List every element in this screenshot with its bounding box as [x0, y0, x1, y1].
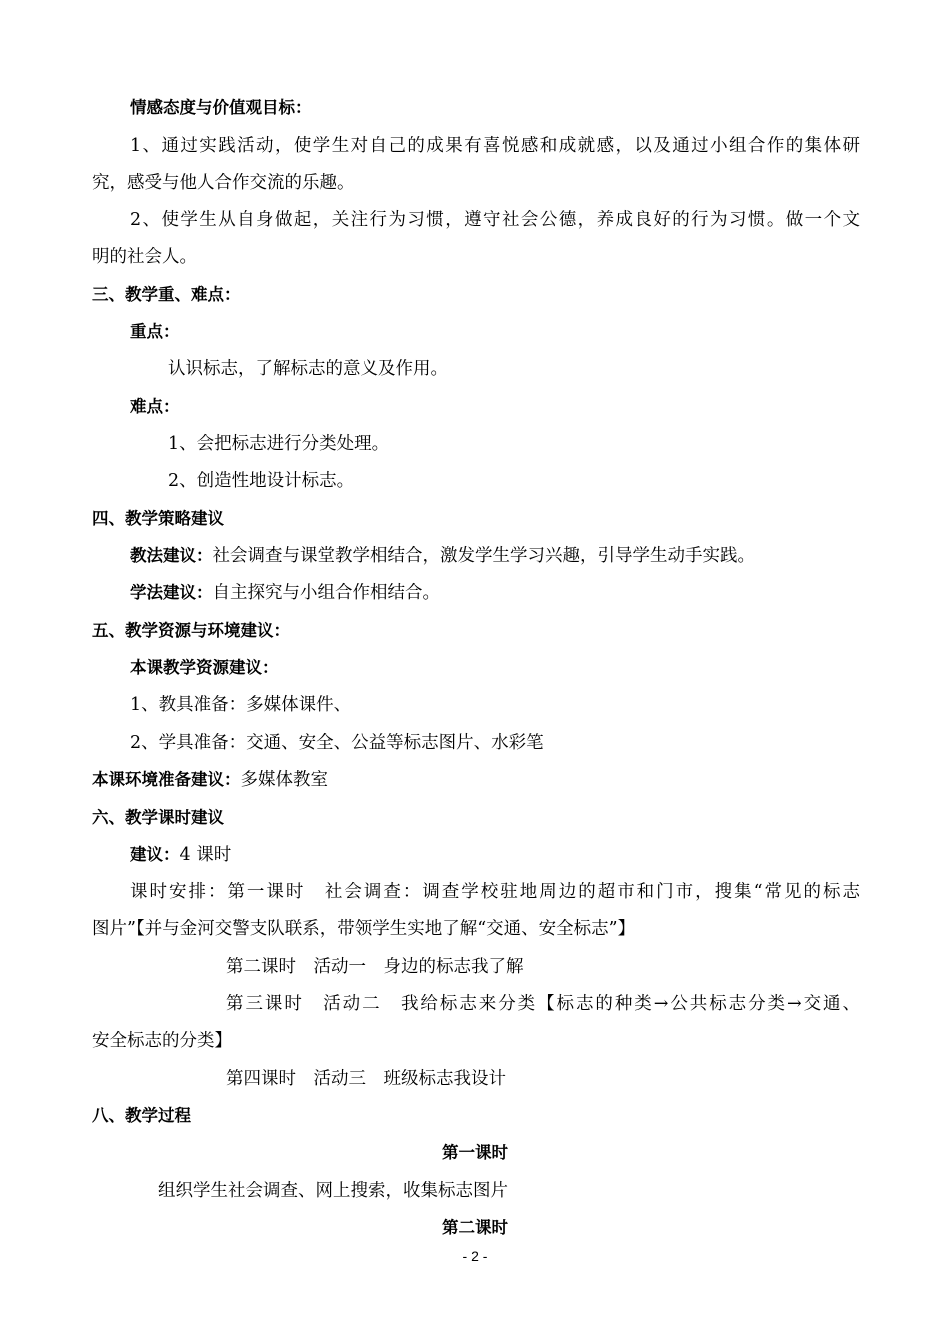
lesson2-title: 第二课时: [442, 1218, 508, 1237]
page-number: - 2 -: [462, 1248, 488, 1264]
section5-heading: 五、教学资源与环境建议：: [92, 621, 290, 640]
difficulty-item-2: 2、创造性地设计标志。: [168, 471, 355, 491]
lesson1-title: 第一课时: [442, 1143, 508, 1162]
learning-method-text: 自主探究与小组合作相结合。: [212, 583, 440, 603]
difficulty-item-1: 1、会把标志进行分类处理。: [168, 434, 390, 454]
lesson3-schedule-rest: 安全标志的分类】: [92, 1031, 232, 1051]
suggest-text: 4 课时: [179, 845, 232, 865]
learning-method-label: 学法建议：: [130, 583, 213, 602]
emotion-item-2-line2: 明的社会人。: [92, 247, 197, 267]
key-point-label: 重点：: [130, 322, 180, 341]
lesson3-schedule: 第三课时 活动二 我给标志来分类【标志的种类→公共标志分类→交通、: [226, 994, 860, 1014]
suggest-line: [130, 843, 231, 867]
environment-label: 本课环境准备建议：: [92, 770, 241, 789]
resource-item-1: 1、教具准备：多媒体课件、: [130, 695, 352, 715]
schedule-line1: 课时安排：第一课时 社会调查：调查学校驻地周边的超市和门市，搜集“常见的标志: [130, 882, 860, 902]
teaching-method-text: 社会调查与课堂教学相结合，激发学生学习兴趣，引导学生动手实践。: [212, 546, 755, 566]
emotion-item-1-line1: 1、通过实践活动，使学生对自己的成果有喜悦感和成就感，以及通过小组合作的集体研: [130, 136, 860, 156]
section6-heading: 六、教学课时建议: [92, 808, 224, 827]
key-point-text: 认识标志，了解标志的意义及作用。: [168, 359, 448, 379]
resource-item-2: 2、学具准备：交通、安全、公益等标志图片、水彩笔: [130, 733, 544, 753]
learning-method-line: [130, 581, 440, 605]
emotion-item-2-line1: 2、使学生从自身做起，关注行为习惯，遵守社会公德，养成良好的行为习惯。做一个文: [130, 210, 860, 230]
section3-heading: 三、教学重、难点：: [92, 285, 241, 304]
emotion-item-1-line2: 究，感受与他人合作交流的乐趣。: [92, 173, 355, 193]
resource-heading: 本课教学资源建议：: [130, 658, 279, 677]
lesson2-schedule: 第二课时 活动一 身边的标志我了解: [226, 957, 524, 977]
section4-heading: 四、教学策略建议: [92, 509, 224, 528]
lesson4-schedule: 第四课时 活动三 班级标志我设计: [226, 1069, 506, 1089]
teaching-method-label: 教法建议：: [130, 546, 213, 565]
section8-heading: 八、教学过程: [92, 1106, 191, 1125]
schedule-line2: 图片”【并与金河交警支队联系，带领学生实地了解“交通、安全标志”】: [92, 919, 636, 939]
emotion-heading: 情感态度与价值观目标：: [130, 98, 312, 117]
lesson1-text: 组织学生社会调查、网上搜索，收集标志图片: [158, 1181, 508, 1201]
environment-text: 多媒体教室: [240, 770, 328, 790]
suggest-label: 建议：: [130, 845, 180, 864]
teaching-method-line: [130, 544, 755, 568]
difficulty-label: 难点：: [130, 397, 180, 416]
environment-line: [92, 768, 328, 792]
